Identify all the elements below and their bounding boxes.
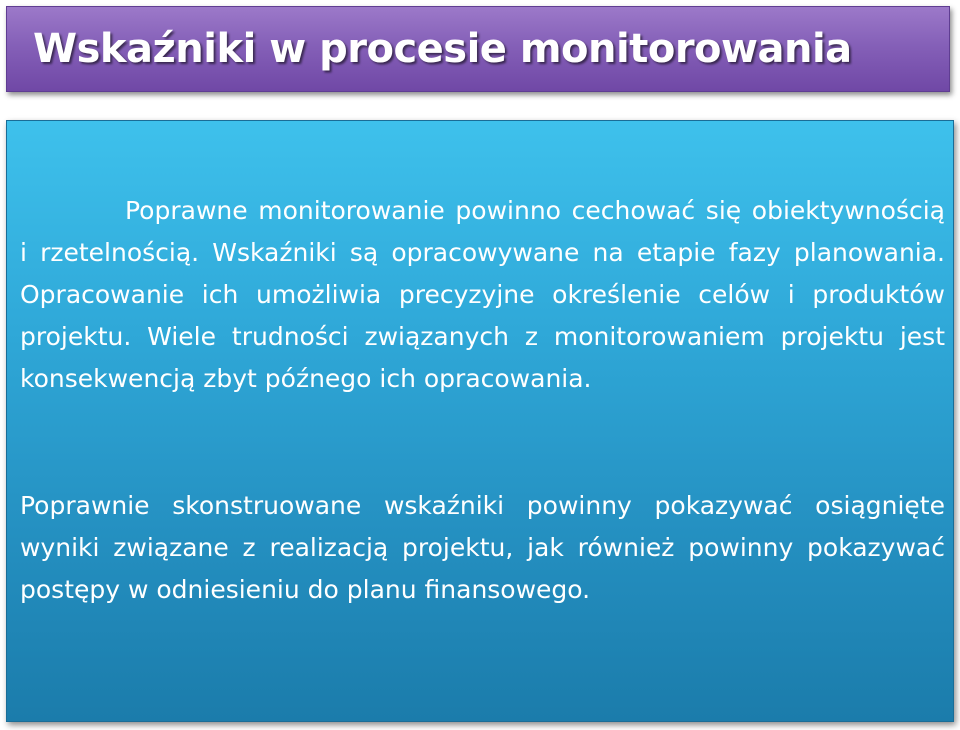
paragraph-indicators: Poprawnie skonstruowane wskaźniki powinny pokazywać osiągnięte wyniki związane z realizacją projektu, jak również powinny pokazywać postępy w odniesieniu do planu finansowego.: [20, 491, 945, 604]
slide-title: Wskaźniki w procesie monitorowania: [33, 26, 852, 72]
content-box: [6, 120, 954, 722]
paragraph-monitoring: Poprawne monitorowanie powinno cechować się obiektywnością i rzetelnością. Wskaźniki są opracowywane na etapie fazy planowania. Opracowanie ich umożliwia precyzyjne określenie celów i produktów projektu. Wiele trudności związanych z monitorowaniem projektu jest konsekwencją zbyt późnego ich opracowania.: [20, 196, 945, 393]
title-bar: [6, 6, 950, 92]
